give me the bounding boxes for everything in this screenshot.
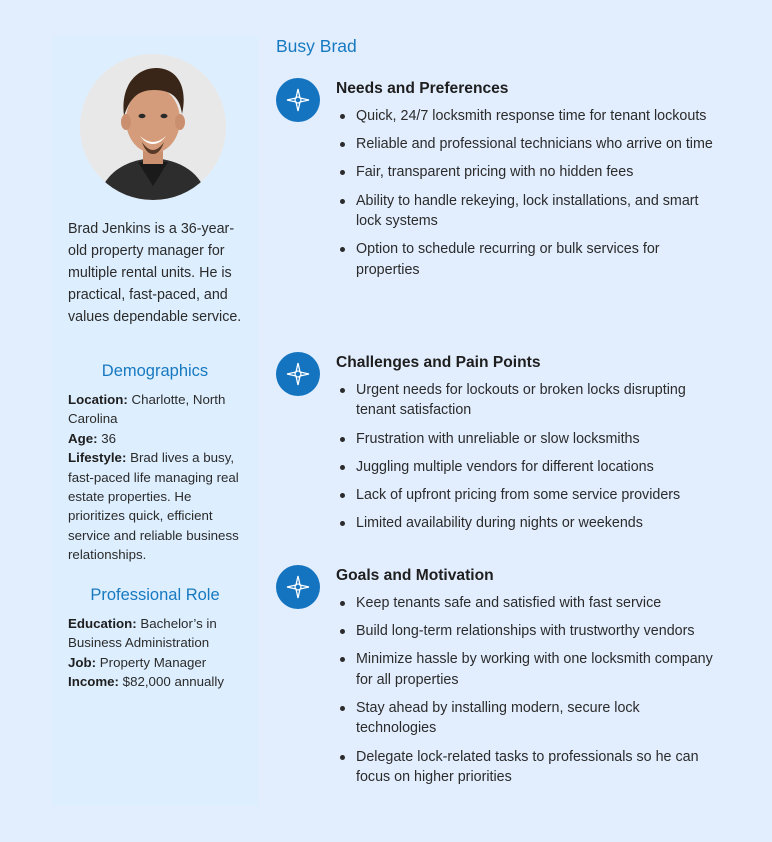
list-item: Stay ahead by installing modern, secure lock technologies [338, 698, 723, 739]
persona-bio: Brad Jenkins is a 36-year-old property manager for multiple rental units. He is practical, fast-paced, and values dependable service. [68, 221, 242, 325]
list-item: Option to schedule recurring or bulk services for properties [338, 239, 723, 280]
goals-title: Goals and Motivation [336, 567, 494, 584]
list-item: Quick, 24/7 locksmith response time for tenant lockouts [338, 106, 723, 126]
education-value: Bachelor’s in Business Administration [68, 616, 217, 651]
location-label: Location: [68, 392, 128, 407]
compass-icon [286, 575, 310, 599]
list-item: Minimize hassle by working with one locksmith company for all properties [338, 649, 723, 690]
lifestyle-label: Lifestyle: [68, 450, 127, 466]
needs-title: Needs and Preferences [336, 80, 509, 97]
professional-details [68, 614, 250, 692]
challenges-list [338, 380, 723, 541]
job-row [68, 653, 250, 672]
demographics-details [68, 390, 250, 565]
list-item: Reliable and professional technicians who arrive on time [338, 134, 723, 154]
list-item: Limited availability during nights or weekends [338, 513, 723, 533]
persona-title: Busy Brad [276, 36, 357, 56]
lifestyle-value: Brad lives a busy, fast-paced life managing real estate properties. He prioritizes quick, efficient service and reliable business relationships. [68, 450, 239, 563]
list-item: Ability to handle rekeying, lock installations, and smart lock systems [338, 191, 723, 232]
list-item: Delegate lock-related tasks to professionals so he can focus on higher priorities [338, 747, 723, 788]
lifestyle-row [68, 448, 250, 564]
list-item: Keep tenants safe and satisfied with fast service [338, 593, 723, 613]
income-row [68, 672, 250, 691]
challenges-badge [276, 352, 320, 396]
income-label: Income: [68, 674, 119, 690]
avatar [80, 54, 226, 200]
list-item: Fair, transparent pricing with no hidden fees [338, 162, 723, 182]
list-item: Juggling multiple vendors for different locations [338, 457, 723, 477]
portrait-image [80, 54, 226, 200]
challenges-title: Challenges and Pain Points [336, 354, 541, 371]
professional-role-heading: Professional Role [90, 586, 220, 604]
list-item: Urgent needs for lockouts or broken locks disrupting tenant satisfaction [338, 380, 723, 421]
education-row [68, 614, 250, 653]
list-item: Frustration with unreliable or slow locksmiths [338, 429, 723, 449]
compass-icon [286, 362, 310, 386]
compass-icon [286, 88, 310, 112]
needs-badge [276, 78, 320, 122]
job-value: Property Manager [96, 654, 207, 670]
location-value: Charlotte, North Carolina [68, 392, 226, 427]
income-value: $82,000 annually [118, 674, 224, 690]
needs-list [338, 106, 723, 288]
education-label: Education: [68, 616, 137, 631]
list-item: Lack of upfront pricing from some service providers [338, 485, 723, 505]
goals-badge [276, 565, 320, 609]
job-label: Job: [68, 654, 97, 670]
demographics-heading: Demographics [101, 362, 209, 380]
age-value: 36 [97, 430, 117, 446]
profile-panel [52, 36, 258, 806]
age-label: Age: [68, 430, 98, 446]
age-row [68, 429, 250, 448]
location-row [68, 390, 250, 429]
goals-list [338, 593, 723, 795]
list-item: Build long-term relationships with trustworthy vendors [338, 621, 723, 641]
